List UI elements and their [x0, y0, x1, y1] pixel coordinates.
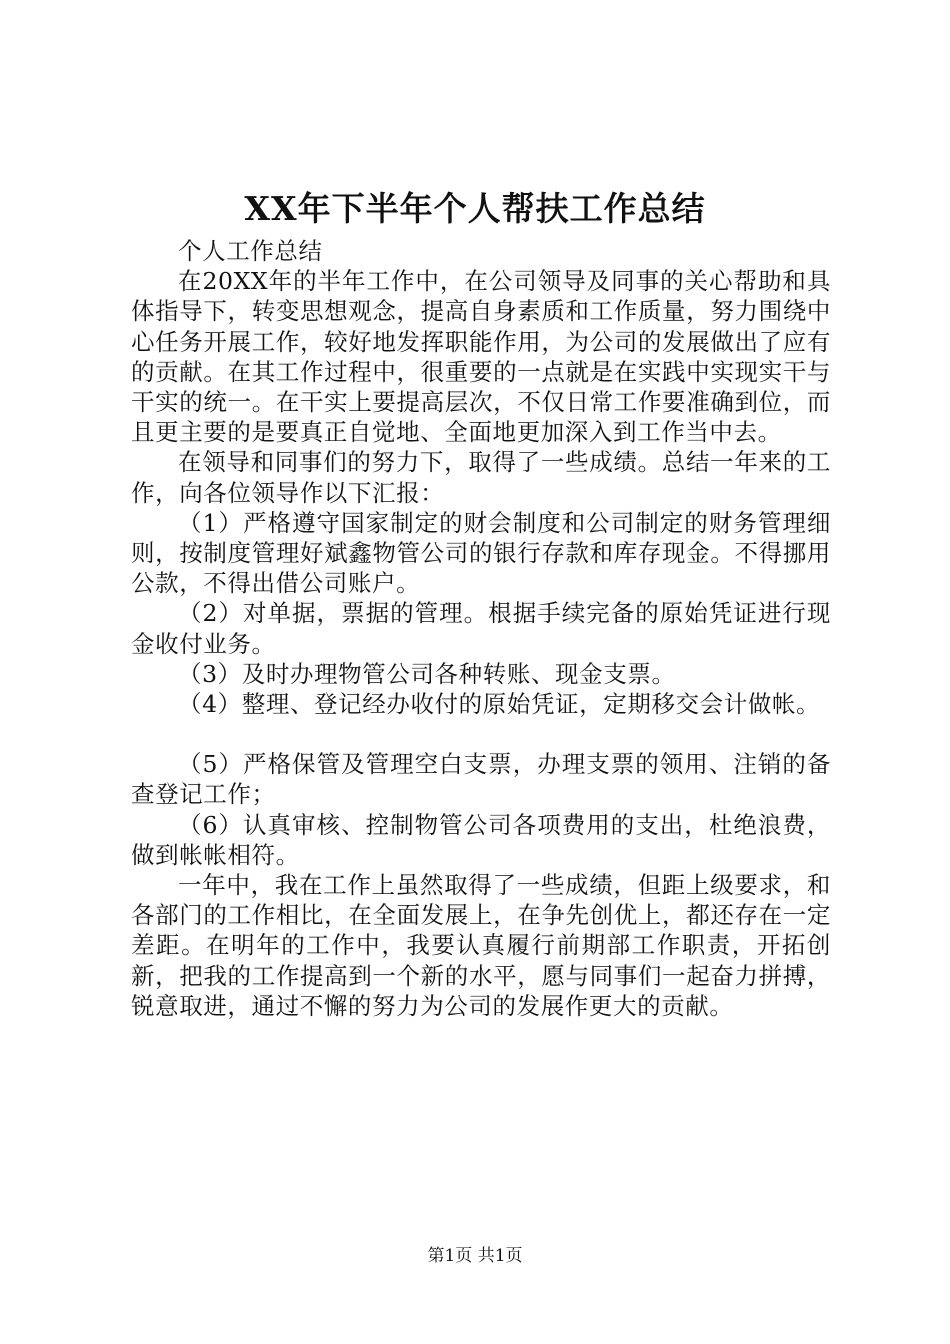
paragraph-intro: 在20XX年的半年工作中，在公司领导及同事的关心帮助和具体指导下，转变思想观念，提高自身素质和工作质量，努力围绕中心任务开展工作，较好地发挥职能作用，为公司的发展做出了应有的贡献。在其工作过程中，很重要的一点就是在实践中实现实干与干实的统一。在干实上要提高层次，不仅日常工作要准确到位，而且更主要的是要真正自觉地、全面地更加深入到工作当中去。	[131, 267, 831, 447]
paragraph-conclusion: 一年中，我在工作上虽然取得了一些成绩，但距上级要求，和各部门的工作相比，在全面发展上，在争先创优上，都还存在一定差距。在明年的工作中，我要认真履行前期部工作职责，开拓创新，把我的工作提高到一个新的水平，愿与同事们一起奋力拼搏，锐意取进，通过不懈的努力为公司的发展作更大的贡献。	[131, 871, 831, 1020]
document-body	[131, 236, 831, 1021]
paragraph-report-lead: 在领导和同事们的努力下，取得了一些成绩。总结一年来的工作，向各位领导作以下汇报：	[131, 448, 831, 507]
paragraph-subtitle: 个人工作总结	[178, 237, 323, 265]
list-item-1: （1）严格遵守国家制定的财会制度和公司制定的财务管理细则，按制度管理好斌鑫物管公司的银行存款和库存现金。不得挪用公款，不得出借公司账户。	[131, 508, 831, 598]
document-title: XX年下半年个人帮扶工作总结	[244, 189, 706, 228]
list-item-3: （3）及时办理物管公司各种转账、现金支票。	[178, 659, 676, 688]
list-item-6: （6）认真审核、控制物管公司各项费用的支出，杜绝浪费，做到帐帐相符。	[131, 810, 831, 869]
page-footer: 第1页 共1页	[427, 1246, 523, 1266]
list-item-5: （5）严格保管及管理空白支票，办理支票的领用、注销的备查登记工作；	[131, 750, 831, 809]
list-item-4: （4）整理、登记经办收付的原始凭证，定期移交会计做帐。	[178, 690, 821, 719]
list-item-2: （2）对单据，票据的管理。根据手续完备的原始凭证进行现金收付业务。	[131, 599, 831, 658]
